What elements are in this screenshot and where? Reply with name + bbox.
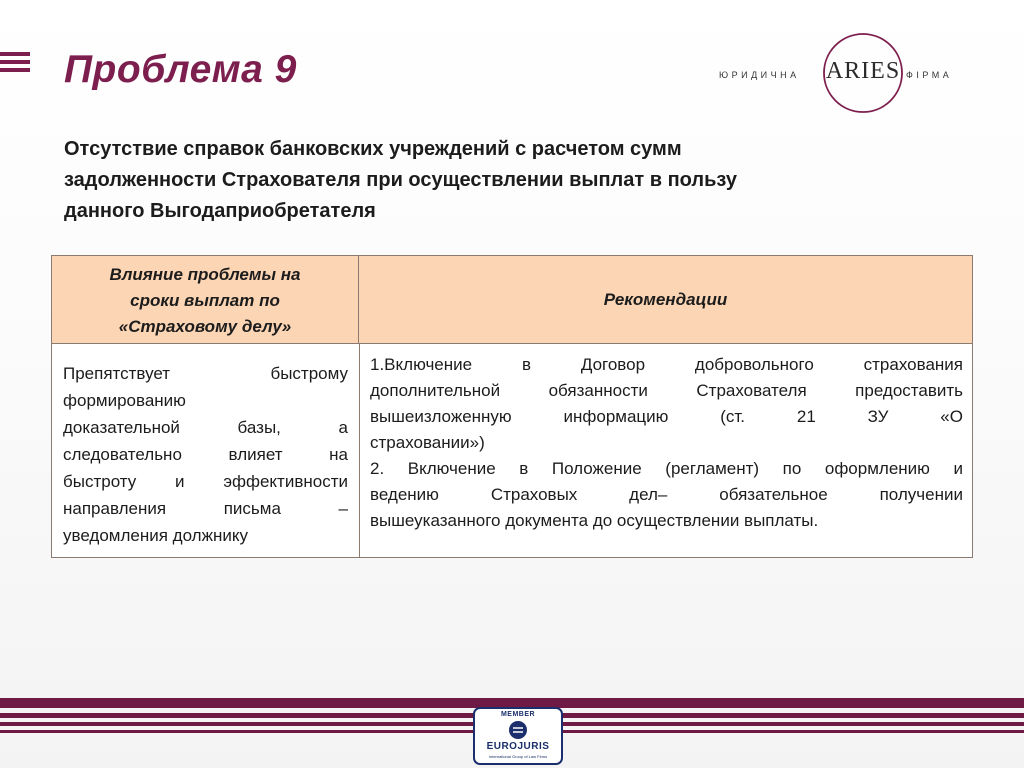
impact-line: направления письма –	[63, 499, 348, 518]
impact-line: формированию	[63, 391, 186, 410]
impact-line: уведомления должнику	[63, 526, 248, 545]
impact-header-line: Влияние проблемы на	[109, 265, 301, 284]
recommendation-line: вышеизложенную информацию (ст. 21 ЗУ «О	[370, 407, 963, 426]
impact-line: быстроту и эффективности	[63, 472, 348, 491]
badge-subtitle: International Group of Law Firms	[488, 754, 548, 759]
eurojuris-badge	[473, 707, 563, 765]
recommendation-line: ведению Страховых дел– обязательное получении	[370, 485, 963, 504]
problem-table	[51, 255, 973, 558]
impact-line: следовательно влияет на	[63, 445, 348, 464]
recommendations-header: Рекомендации	[359, 256, 972, 344]
impact-cell	[63, 360, 348, 549]
recommendation-line: 1.Включение в Договор добровольного страхования	[370, 355, 963, 374]
impact-line: доказательной базы, а	[63, 418, 348, 437]
column-divider	[359, 344, 360, 557]
problem-description	[64, 134, 964, 227]
recommendation-line: 2. Включение в Положение (регламент) по оформлению и	[370, 459, 963, 478]
page-title: Проблема 9	[64, 48, 297, 91]
menu-icon	[0, 52, 32, 78]
logo-brand: ARIES	[825, 58, 901, 84]
description-line: задолженности Страхователя при осуществлении выплат в пользу	[64, 169, 737, 191]
recommendation-line: вышеуказанного документа до осуществлении выплаты.	[370, 511, 819, 530]
description-line: данного Выгодаприобретателя	[64, 200, 376, 222]
logo-left-text: ЮРИДИЧНА	[719, 70, 800, 80]
impact-header-line: сроки выплат по	[130, 291, 280, 310]
eurojuris-globe-icon	[508, 720, 528, 740]
recommendations-cell	[370, 352, 963, 534]
recommendation-line: дополнительной обязанности Страхователя предоставить	[370, 381, 963, 400]
impact-header-line: «Страховому делу»	[118, 317, 292, 336]
badge-member-label: MEMBER	[500, 711, 536, 718]
logo-right-text: ФІРМА	[906, 70, 953, 80]
description-line: Отсутствие справок банковских учреждений с расчетом сумм	[64, 138, 682, 160]
impact-header	[52, 256, 359, 344]
badge-name: EUROJURIS	[486, 741, 550, 752]
impact-line: Препятствует быстрому	[63, 364, 348, 383]
recommendation-line: страховании»)	[370, 433, 485, 452]
